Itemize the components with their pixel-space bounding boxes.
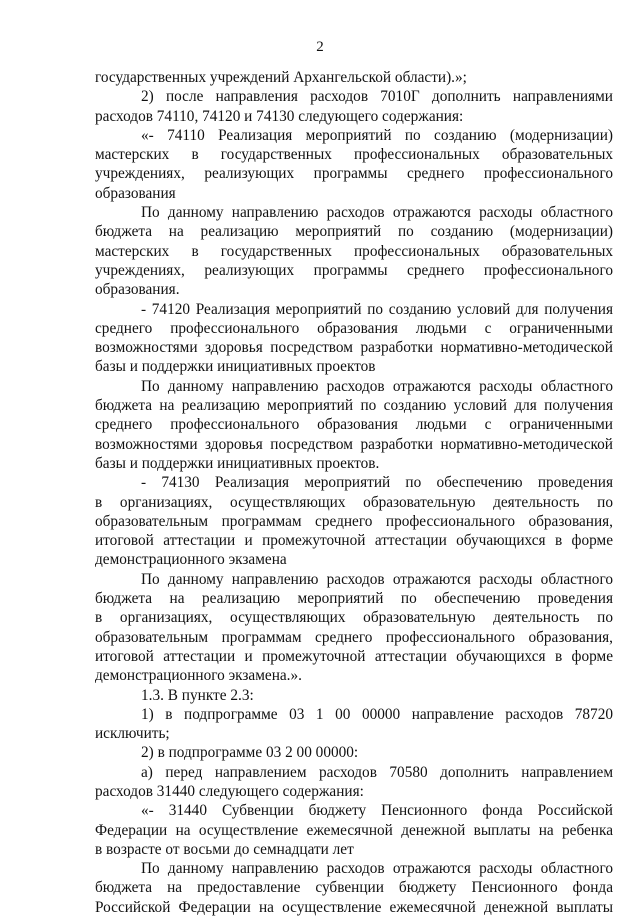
text-line: По данному направлению расходов отражаются расходы областного	[141, 860, 613, 878]
text-line: исключить;	[95, 725, 170, 743]
text-line: образовательным программам среднего профессионального образования,	[95, 512, 613, 530]
text-line: 2) после направления расходов 7010Г дополнить направлениями	[141, 88, 613, 106]
text-line: бюджета на реализацию мероприятий по созданию условий для получения	[95, 397, 613, 415]
text-line: образования	[95, 184, 176, 202]
text-line: 1.3. В пункте 2.3:	[141, 686, 254, 704]
text-line: - 74130 Реализация мероприятий по обеспечению проведения	[141, 474, 613, 492]
text-line: базы и поддержки инициативных проектов.	[95, 454, 380, 472]
text-line: среднего профессионального образования людьми с ограниченными	[95, 319, 613, 337]
text-line: в организациях, осуществляющих образовательную деятельность по	[95, 493, 613, 511]
text-line: в организациях, осуществляющих образовательную деятельность по	[95, 609, 613, 627]
document-body	[95, 68, 613, 917]
text-line: базы и поддержки инициативных проектов	[95, 358, 376, 376]
text-line: государственных учреждений Архангельской области).»;	[95, 69, 467, 86]
text-line: мастерских в государственных профессиональных образовательных	[95, 242, 613, 260]
text-line: 2) в подпрограмме 03 2 00 00000:	[141, 744, 359, 762]
text-line: учреждениях, реализующих программы среднего профессионального	[95, 165, 613, 183]
text-line: демонстрационного экзамена	[95, 551, 287, 569]
text-line: По данному направлению расходов отражаются расходы областного	[141, 570, 613, 588]
text-line: Российской Федерации на осуществление ежемесячной денежной выплаты	[95, 898, 613, 916]
text-line: - 74120 Реализация мероприятий по созданию условий для получения	[141, 300, 613, 318]
text-line: образовательным программам среднего профессионального образования,	[95, 628, 613, 646]
text-line: расходов 31440 следующего содержания:	[95, 782, 364, 800]
text-line: расходов 74110, 74120 и 74130 следующего содержания:	[95, 107, 464, 125]
text-line: бюджета на предоставление субвенции бюджету Пенсионного фонда	[95, 879, 613, 897]
text-line: Федерации на осуществление ежемесячной денежной выплаты на ребенка	[95, 821, 613, 839]
text-line: среднего профессионального образования людьми с ограниченными	[95, 416, 613, 434]
text-line: бюджета на реализацию мероприятий по созданию (модернизации)	[95, 223, 613, 241]
text-line: бюджета на реализацию мероприятий по обеспечению проведения	[95, 590, 613, 608]
text-line: 1) в подпрограмме 03 1 00 00000 направление расходов 78720	[141, 705, 613, 723]
text-line: По данному направлению расходов отражаются расходы областного	[141, 204, 613, 222]
text-line: По данному направлению расходов отражаются расходы областного	[141, 377, 613, 395]
text-line: итоговой аттестации и промежуточной аттестации обучающихся в форме	[95, 532, 613, 550]
text-line: возможностями здоровья посредством разработки нормативно-методической	[95, 435, 613, 453]
text-line: «- 31440 Субвенции бюджету Пенсионного фонда Российской	[141, 802, 613, 820]
text-line: образования.	[95, 281, 180, 299]
text-line: учреждениях, реализующих программы среднего профессионального	[95, 261, 613, 279]
text-line: итоговой аттестации и промежуточной аттестации обучающихся в форме	[95, 647, 613, 665]
page-number: 2	[316, 39, 324, 55]
text-line: в возрасте от восьми до семнадцати лет	[95, 840, 354, 858]
text-line: демонстрационного экзамена.».	[95, 667, 302, 685]
text-line: «- 74110 Реализация мероприятий по созданию (модернизации)	[141, 126, 613, 144]
text-line: а) перед направлением расходов 70580 дополнить направлением	[141, 763, 613, 781]
text-line: возможностями здоровья посредством разработки нормативно-методической	[95, 339, 613, 357]
text-line: мастерских в государственных профессиональных образовательных	[95, 146, 613, 164]
